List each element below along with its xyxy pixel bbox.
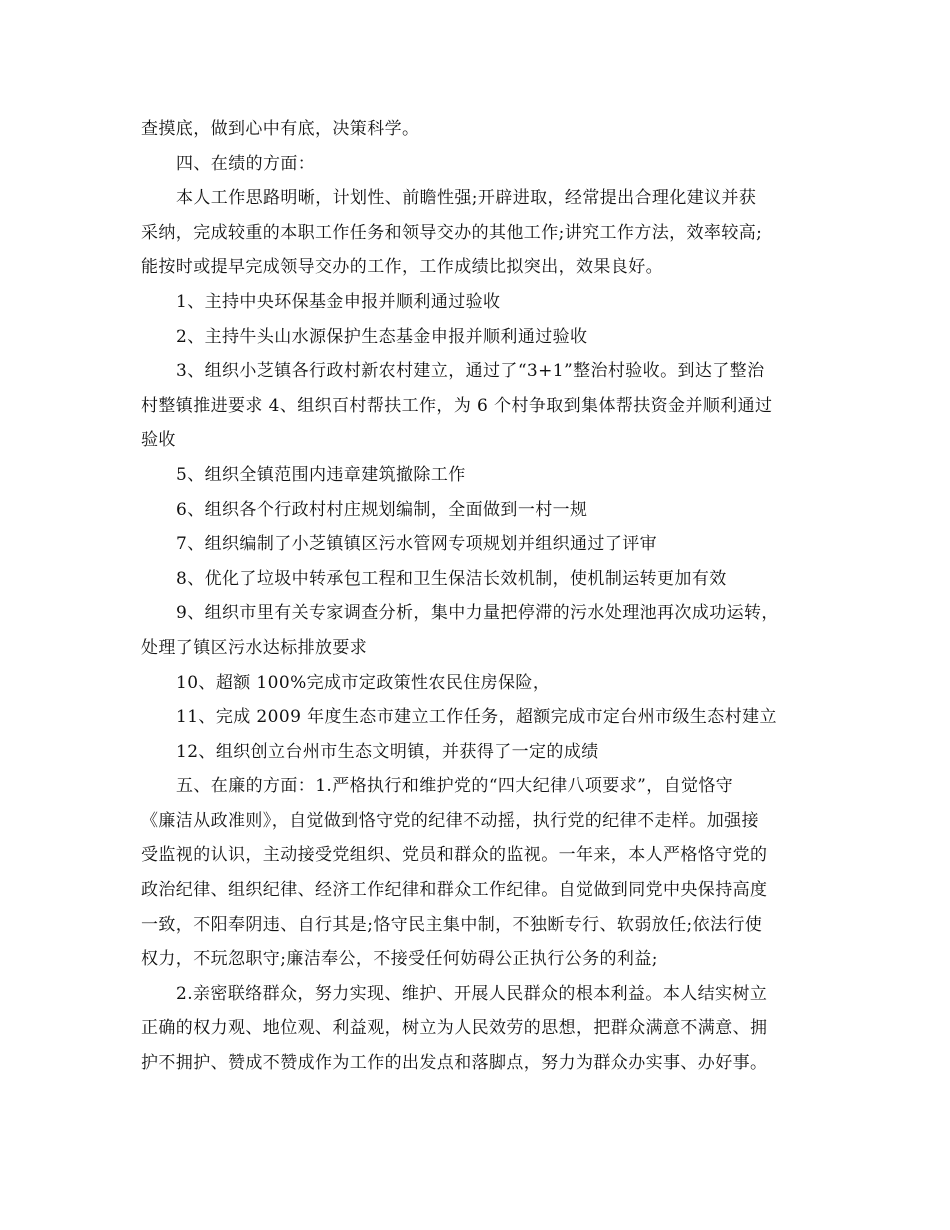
text-line: 能按时或提早完成领导交办的工作，工作成绩比拟突出，效果良好。: [141, 257, 663, 278]
list-item: 11、完成 2009 年度生态市建立工作任务，超额完成市定台州市级生态村建立: [176, 707, 777, 728]
text-line: 处理了镇区污水达标排放要求: [141, 637, 368, 658]
list-item: 5、组织全镇范围内违章建筑撤除工作: [176, 464, 466, 485]
text-line: 权力，不玩忽职守;廉洁奉公，不接受任何妨碍公正执行公务的利益;: [141, 949, 658, 970]
text-line: 验收: [141, 430, 176, 451]
list-item: 6、组织各个行政村村庄规划编制，全面做到一村一规: [176, 499, 588, 520]
list-item: 9、组织市里有关专家调查分析，集中力量把停滞的污水处理池再次成功运转，: [176, 603, 779, 624]
document-body: [141, 112, 829, 1081]
text-line: 2.亲密联络群众，努力实现、维护、开展人民群众的根本利益。本人结实树立: [176, 983, 768, 1004]
text-line: 护不拥护、赞成不赞成作为工作的出发点和落脚点，努力为群众办实事、办好事。: [141, 1053, 768, 1074]
text-line: 一致，不阳奉阴违、自行其是;恪守民主集中制，不独断专行、软弱放任;依法行使: [141, 914, 763, 935]
text-line: 村整镇推进要求 4、组织百村帮扶工作，为 6 个村争取到集体帮扶资金并顺利通过: [141, 395, 773, 416]
list-item: 7、组织编制了小芝镇镇区污水管网专项规划并组织通过了评审: [176, 534, 658, 555]
text-line: 《廉洁从政准则》，自觉做到恪守党的纪律不动摇，执行党的纪律不走样。加强接: [141, 810, 759, 831]
list-item: 1、主持中央环保基金申报并顺利通过验收: [176, 291, 501, 312]
list-item: 12、组织创立台州市生态文明镇，并获得了一定的成绩: [176, 741, 599, 762]
section-heading: 四、在绩的方面：: [176, 153, 316, 174]
list-item: 8、优化了垃圾中转承包工程和卫生保洁长效机制，使机制运转更加有效: [176, 568, 727, 589]
text-line: 本人工作思路明晰，计划性、前瞻性强;开辟进取，经常提出合理化建议并获: [176, 188, 757, 209]
text-line: 采纳，完成较重的本职工作任务和领导交办的其他工作;讲究工作方法，效率较高;: [141, 222, 763, 243]
text-line: 正确的权力观、地位观、利益观，树立为人民效劳的思想，把群众满意不满意、拥: [141, 1018, 768, 1039]
text-line: 政治纪律、组织纪律、经济工作纪律和群众工作纪律。自觉做到同党中央保持高度: [141, 880, 768, 901]
list-item: 3、组织小芝镇各行政村新农村建立，通过了“3+1”整治村验收。到达了整治: [176, 361, 765, 382]
list-item: 10、超额 100%完成市定政策性农民住房保险，: [176, 672, 551, 693]
text-line: 查摸底，做到心中有底，决策科学。: [141, 119, 420, 139]
section-heading: 五、在廉的方面：1.严格执行和维护党的“四大纪律八项要求”，自觉恪守: [176, 776, 734, 797]
list-item: 2、主持牛头山水源保护生态基金申报并顺利通过验收: [176, 326, 588, 347]
text-line: 受监视的认识，主动接受党组织、党员和群众的监视。一年来，本人严格恪守党的: [141, 845, 768, 866]
